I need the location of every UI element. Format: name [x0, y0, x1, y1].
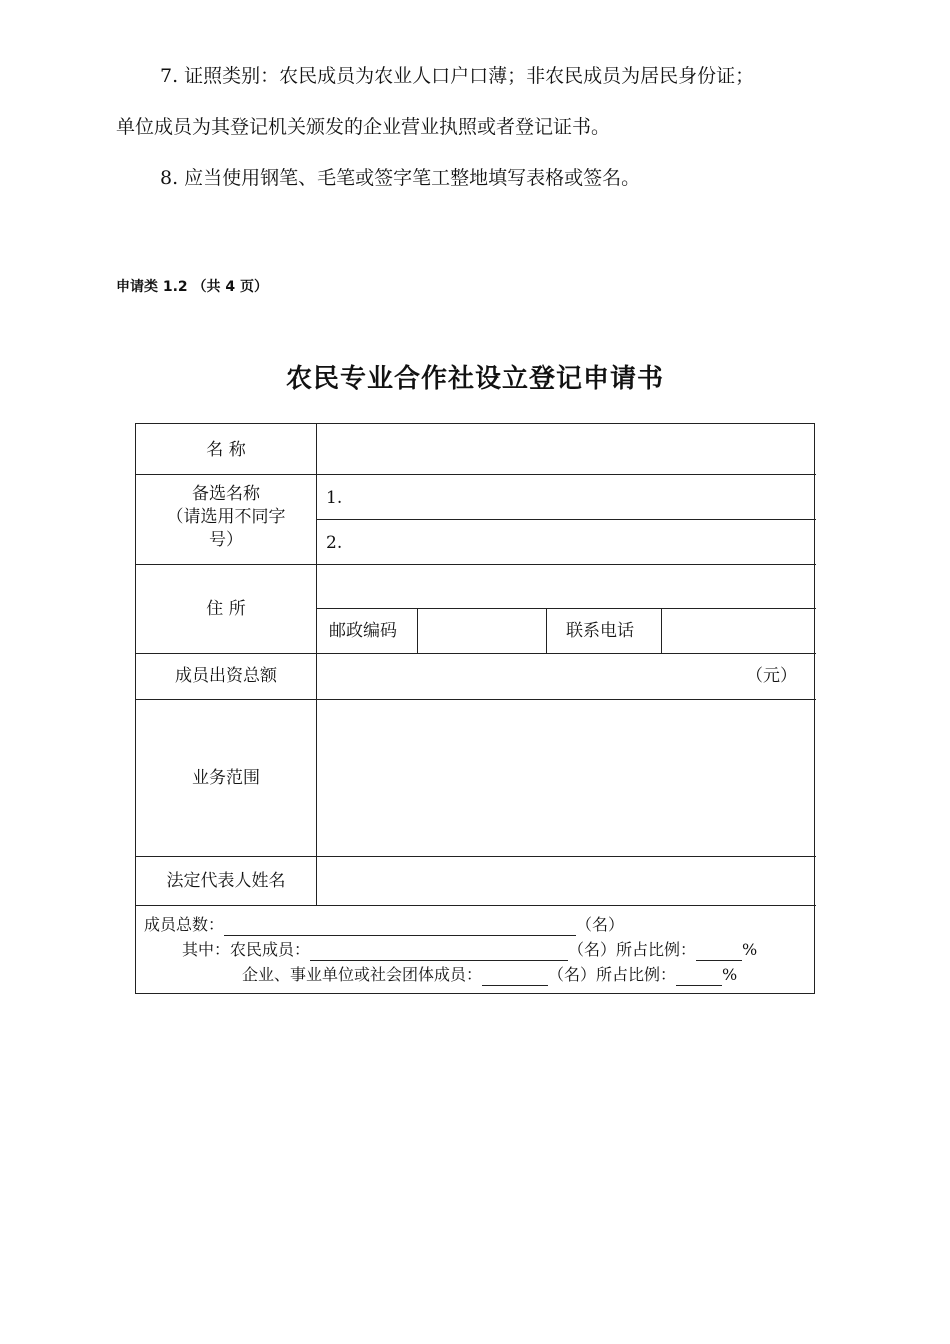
row-divider — [316, 519, 816, 520]
farmer-member-line — [182, 939, 757, 961]
row-divider — [136, 856, 816, 857]
scope-field[interactable] — [326, 709, 806, 849]
farmer-member-blank[interactable] — [310, 942, 568, 961]
scope-label: 业务范围 — [192, 768, 260, 788]
application-form-table — [135, 423, 815, 994]
name-field[interactable] — [326, 438, 806, 462]
member-total-label: 成员总数： — [144, 915, 225, 934]
alt-name-label-line-2: （请选用不同字 — [166, 507, 286, 527]
capital-unit: （元） — [746, 666, 797, 686]
address-label: 住 所 — [206, 599, 246, 619]
org-member-line — [242, 964, 737, 986]
form-code: 申请类 1.2 （共 4 页） — [116, 279, 269, 295]
member-total-unit: （名） — [576, 915, 625, 934]
postcode-field[interactable] — [426, 619, 538, 643]
alt-name-label-line-3: 号） — [209, 530, 243, 550]
page-title: 农民专业合作社设立登记申请书 — [285, 364, 664, 394]
farmer-ratio-percent: % — [742, 940, 758, 959]
row-divider — [136, 564, 816, 565]
member-total-line — [144, 914, 624, 936]
alt-name-label — [136, 483, 316, 552]
alt-name-label-line-1: 备选名称 — [192, 484, 260, 504]
farmer-ratio-blank[interactable] — [696, 942, 742, 961]
row-divider — [136, 474, 816, 475]
org-member-unit: （名）所占比例： — [548, 965, 677, 984]
row-divider — [136, 699, 816, 700]
org-member-label: 企业、事业单位或社会团体成员： — [242, 965, 483, 984]
postcode-label: 邮政编码 — [329, 621, 397, 641]
legal-rep-label: 法定代表人姓名 — [166, 871, 286, 891]
farmer-member-unit: （名）所占比例： — [568, 940, 697, 959]
cell-divider — [661, 608, 662, 653]
member-total-blank[interactable] — [224, 917, 576, 936]
cell-divider — [546, 608, 547, 653]
org-member-blank[interactable] — [482, 967, 548, 986]
phone-field[interactable] — [671, 619, 806, 643]
capital-field[interactable] — [326, 664, 746, 688]
farmer-member-label: 其中：农民成员： — [182, 940, 311, 959]
name-label: 名 称 — [206, 440, 246, 460]
org-ratio-blank[interactable] — [676, 967, 722, 986]
phone-label: 联系电话 — [566, 621, 634, 641]
column-divider — [316, 424, 317, 905]
alt-name-field-1[interactable]: 1. — [326, 488, 343, 508]
address-field[interactable] — [326, 574, 806, 598]
alt-name-field-2[interactable]: 2. — [326, 533, 343, 553]
cell-divider — [417, 608, 418, 653]
row-divider — [136, 653, 816, 654]
row-divider — [136, 905, 816, 906]
org-ratio-percent: % — [722, 965, 738, 984]
capital-label: 成员出资总额 — [175, 666, 277, 686]
note-item-7-line-2: 单位成员为其登记机关颁发的企业营业执照或者登记证书。 — [116, 116, 611, 138]
legal-rep-field[interactable] — [326, 869, 806, 893]
note-item-7-line-1: 7. 证照类别：农民成员为农业人口户口薄；非农民成员为居民身份证； — [160, 65, 755, 87]
note-item-8: 8. 应当使用钢笔、毛笔或签字笔工整地填写表格或签名。 — [160, 167, 641, 189]
row-divider — [316, 608, 816, 609]
